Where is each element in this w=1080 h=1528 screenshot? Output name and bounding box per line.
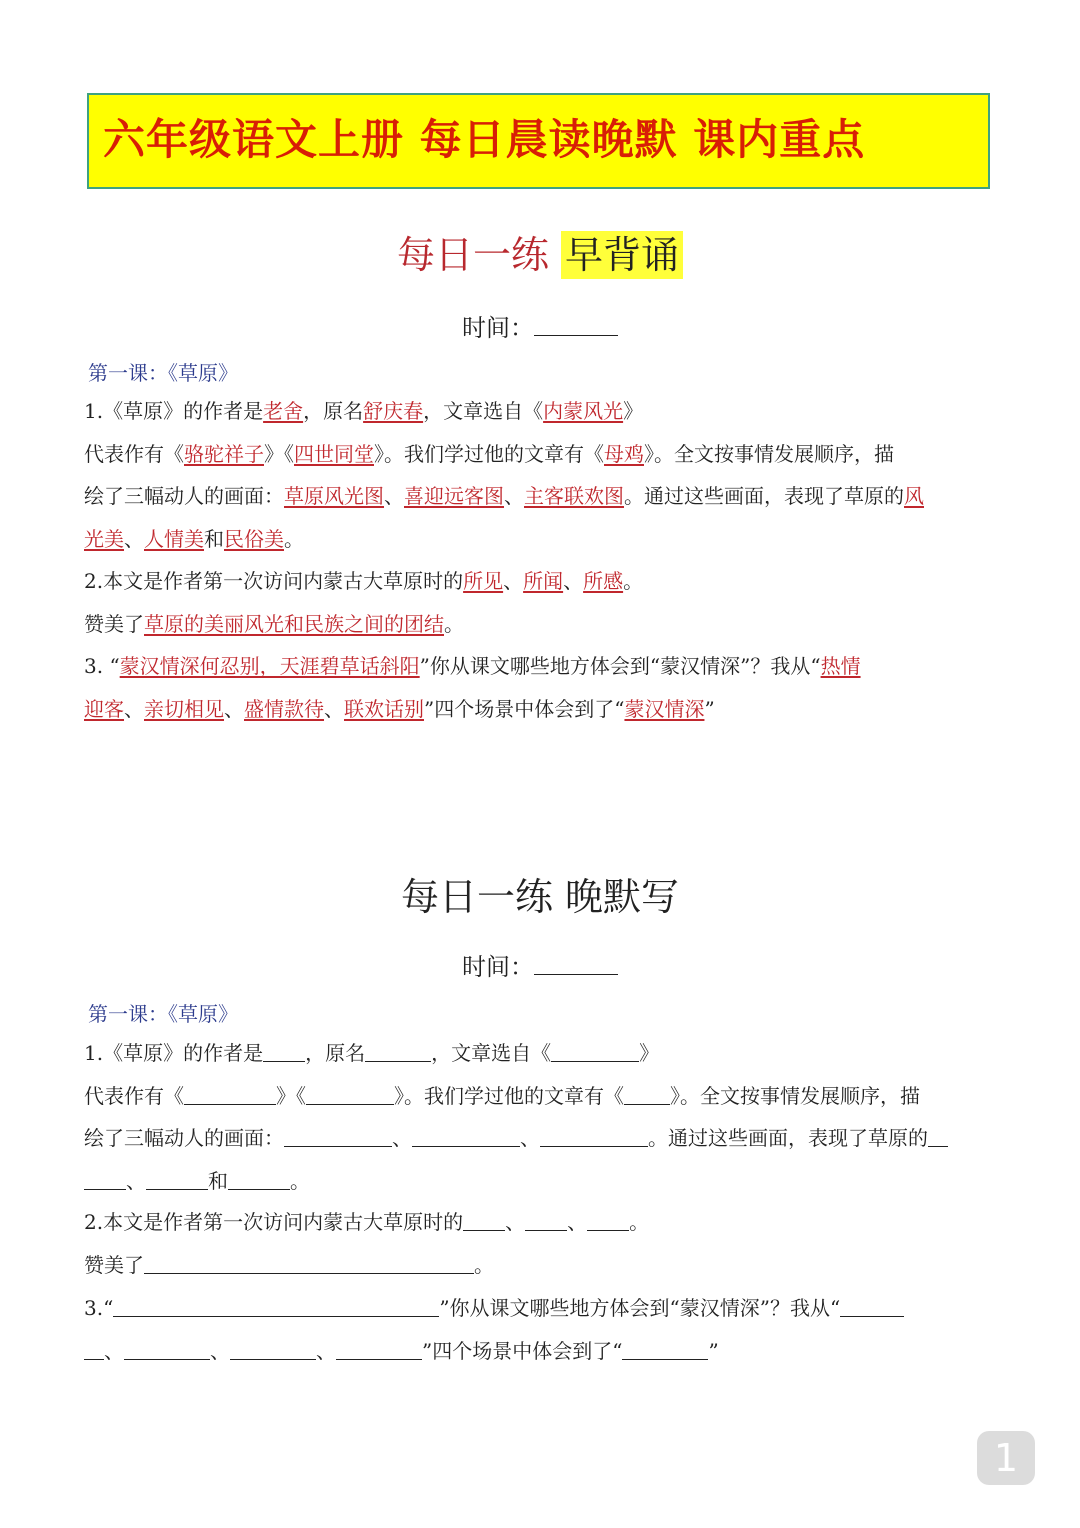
answer-blank[interactable] — [928, 1128, 948, 1147]
header-banner — [87, 93, 990, 189]
evening-q1-line-4: 、 和 。 — [84, 1160, 1000, 1203]
answer-blank[interactable] — [263, 1043, 305, 1062]
morning-title-prefix: 每日一练 — [396, 233, 562, 277]
morning-lesson-heading: 第一课：《草原》 — [88, 361, 238, 385]
evening-question-1 — [84, 1032, 1000, 1202]
time-label: 时间： — [462, 314, 534, 342]
answer-blank[interactable] — [144, 1255, 474, 1274]
answer-blank[interactable] — [587, 1212, 629, 1231]
answer-blank[interactable] — [124, 1341, 210, 1360]
morning-q1-line-2: 代表作有《骆驼祥子》《四世同堂》。我们学过他的文章有《母鸡》。全文按事情发展顺序，描 — [84, 441, 894, 466]
evening-q2-line-2: 赞美了 。 — [84, 1252, 494, 1277]
answer-blank[interactable] — [624, 1086, 670, 1105]
time-blank[interactable] — [534, 954, 618, 975]
evening-section-title: 每日一练 晚默写 — [400, 875, 680, 919]
morning-q3-line-1: 3. “蒙汉情深何忍别，天涯碧草话斜阳”你从课文哪些地方体会到“蒙汉情深”？我从“热情 — [84, 654, 861, 678]
evening-q3-line-2: 、 、 、 ”四个场景中体会到了“ ” — [84, 1330, 1000, 1373]
morning-q1-line-3: 绘了三幅动人的画面：草原风光图、喜迎远客图、主客联欢图。通过这些画面，表现了草原的风 — [84, 484, 924, 508]
answer-blank[interactable] — [84, 1341, 104, 1360]
evening-q2-line-1: 2.本文是作者第一次访问内蒙古大草原时的 、 、 。 — [84, 1210, 650, 1234]
morning-question-1 — [84, 390, 1000, 560]
answer-blank[interactable] — [622, 1341, 708, 1360]
answer-blank[interactable] — [84, 1171, 126, 1190]
morning-section-title — [0, 224, 1080, 279]
evening-q1-line-3: 绘了三幅动人的画面： 、 、 。通过这些画面，表现了草原的 — [84, 1117, 1000, 1160]
morning-question-3 — [84, 645, 1000, 730]
evening-question-3 — [84, 1287, 1000, 1372]
page-number-badge: 1 — [977, 1431, 1035, 1485]
morning-time-line — [0, 308, 1080, 343]
evening-question-2 — [84, 1201, 1000, 1286]
answer-blank[interactable] — [284, 1128, 392, 1147]
time-blank[interactable] — [534, 315, 618, 336]
evening-q3-line-1: 3.“ ”你从课文哪些地方体会到“蒙汉情深”？我从“ — [84, 1287, 1000, 1330]
answer-blank[interactable] — [230, 1341, 316, 1360]
evening-time-line — [0, 947, 1080, 982]
answer-blank[interactable] — [412, 1128, 520, 1147]
morning-q2-line-2: 赞美了草原的美丽风光和民族之间的团结。 — [84, 611, 464, 636]
evening-q1-line-2: 代表作有《 》《 》。我们学过他的文章有《 》。全文按事情发展顺序，描 — [84, 1083, 920, 1108]
answer-blank[interactable] — [184, 1086, 276, 1105]
answer-blank[interactable] — [463, 1212, 505, 1231]
morning-q3-line-2: 迎客、亲切相见、盛情款待、联欢话别”四个场景中体会到了“蒙汉情深” — [84, 696, 715, 721]
morning-title-highlight: 早背诵 — [561, 231, 683, 279]
answer-blank[interactable] — [146, 1171, 208, 1190]
answer-blank[interactable] — [306, 1086, 394, 1105]
answer-blank[interactable] — [525, 1212, 567, 1231]
answer-blank[interactable] — [113, 1298, 439, 1317]
banner-title: 六年级语文上册 每日晨读晚默 课内重点 — [103, 115, 866, 164]
answer-blank[interactable] — [365, 1043, 431, 1062]
morning-question-2 — [84, 560, 1000, 645]
answer-blank[interactable] — [336, 1341, 422, 1360]
answer-blank[interactable] — [540, 1128, 648, 1147]
time-label: 时间： — [462, 953, 534, 981]
morning-q2-line-1: 2.本文是作者第一次访问内蒙古大草原时的所见、所闻、所感。 — [84, 569, 644, 593]
answer-blank[interactable] — [228, 1171, 290, 1190]
answer-blank[interactable] — [840, 1298, 904, 1317]
morning-q1-line-1: 1.《草原》的作者是老舍，原名舒庆春，文章选自《内蒙风光》 — [84, 399, 644, 423]
answer-blank[interactable] — [551, 1043, 639, 1062]
evening-lesson-heading: 第一课：《草原》 — [88, 1002, 238, 1026]
morning-q1-line-4: 光美、人情美和民俗美。 — [84, 526, 304, 551]
evening-q1-line-1: 1.《草原》的作者是 ，原名 ，文章选自《 》 — [84, 1041, 660, 1065]
